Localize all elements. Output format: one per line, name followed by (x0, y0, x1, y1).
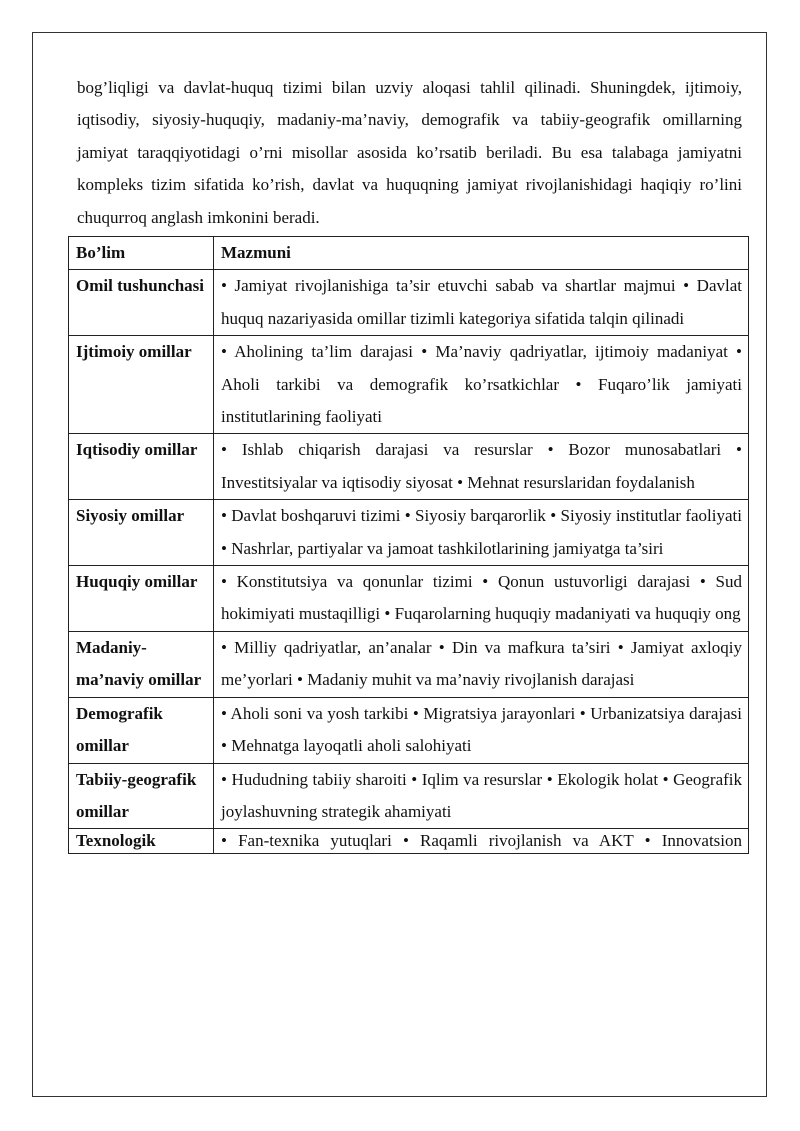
row-content: • Konstitutsiya va qonunlar tizimi • Qonun ustuvorligi darajasi • Sud hokimiyati mustaqilligi • Fuqarolarning huquqiy madaniyati va huquqiy ong (214, 566, 749, 632)
intro-paragraph: bog’liqligi va davlat-huquq tizimi bilan uzviy aloqasi tahlil qilinadi. Shuningdek, ijtimoiy, iqtisodiy, siyosiy-huquqiy, madaniy-ma’naviy, demografik va tabiiy-geografik omillarning jamiyat taraqqiyotidagi o’rni misollar asosida ko’rsatib beriladi. Bu esa talabaga jamiyatni kompleks tizim sifatida ko’rish, davlat va huquqning jamiyat rivojlanishidagi haqiqiy ro’lini chuqurroq anglash imkonini beradi. (77, 78, 742, 227)
header-section: Bo’lim (69, 237, 214, 270)
table-row (69, 697, 749, 763)
header-content: Mazmuni (214, 237, 749, 270)
table-row (69, 829, 749, 854)
table-row (69, 434, 749, 500)
factors-table (68, 236, 749, 854)
row-section-name: Siyosiy omillar (69, 500, 214, 566)
row-content: • Davlat boshqaruvi tizimi • Siyosiy barqarorlik • Siyosiy institutlar faoliyati • Nashrlar, partiyalar va jamoat tashkilotlarining jamiyatga ta’siri (214, 500, 749, 566)
table-row (69, 631, 749, 697)
row-section-name: Iqtisodiy omillar (69, 434, 214, 500)
table-row (69, 500, 749, 566)
table-row (69, 270, 749, 336)
row-content: • Fan-texnika yutuqlari • Raqamli rivojlanish va AKT • Innovatsion (214, 829, 749, 854)
table-header-row (69, 237, 749, 270)
row-content: • Hududning tabiiy sharoiti • Iqlim va resurslar • Ekologik holat • Geografik joylashuvning strategik ahamiyati (214, 763, 749, 829)
row-section-name: Demografik omillar (69, 697, 214, 763)
row-content: • Milliy qadriyatlar, an’analar • Din va mafkura ta’siri • Jamiyat axloqiy me’yorlari • Madaniy muhit va ma’naviy rivojlanish darajasi (214, 631, 749, 697)
row-section-name: Ijtimoiy omillar (69, 336, 214, 434)
row-section-name: Tabiiy-geografik omillar (69, 763, 214, 829)
row-content: • Aholining ta’lim darajasi • Ma’naviy qadriyatlar, ijtimoiy madaniyat • Aholi tarkibi va demografik ko’rsatkichlar • Fuqaro’lik jamiyati institutlarining faoliyati (214, 336, 749, 434)
row-content: • Jamiyat rivojlanishiga ta’sir etuvchi sabab va shartlar majmui • Davlat huquq nazariyasida omillar tizimli kategoriya sifatida talqin qilinadi (214, 270, 749, 336)
row-content: • Ishlab chiqarish darajasi va resurslar • Bozor munosabatlari • Investitsiyalar va iqtisodiy siyosat • Mehnat resurslaridan foydalanish (214, 434, 749, 500)
table-row (69, 566, 749, 632)
row-section-name: Texnologik (69, 829, 214, 854)
table-row (69, 336, 749, 434)
table-row (69, 763, 749, 829)
row-section-name: Omil tushunchasi (69, 270, 214, 336)
row-section-name: Madaniy-ma’naviy omillar (69, 631, 214, 697)
row-section-name: Huquqiy omillar (69, 566, 214, 632)
row-content: • Aholi soni va yosh tarkibi • Migratsiya jarayonlari • Urbanizatsiya darajasi • Mehnatga layoqatli aholi salohiyati (214, 697, 749, 763)
